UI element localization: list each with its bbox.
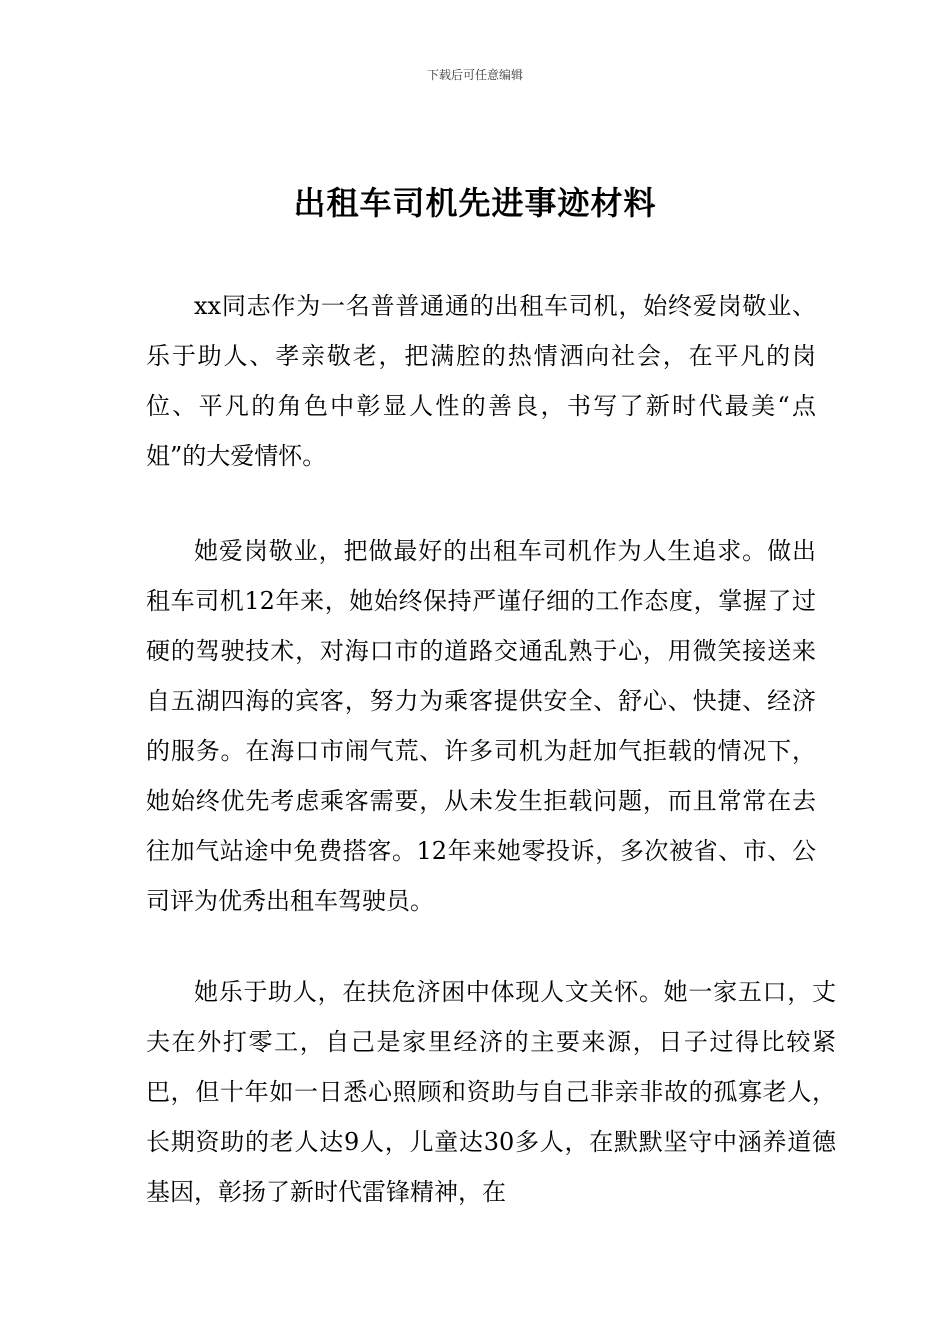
paragraph-2: 她爱岗敬业，把做最好的出租车司机作为人生追求。做出租车司机12年来，她始终保持严谨仔细的工作态度，掌握了过硬的驾驶技术，对海口市的道路交通乱熟于心，用微笑接送来自五湖四海的宾客，努力为乘客提供安全、舒心、快捷、经济的服务。在海口市闹气荒、许多司机为赶加气拒载的情况下，她始终优先考虑乘客需要，从未发生拒载问题，而且常常在去往加气站途中免费搭客。12年来她零投诉，多次被省、市、公司评为优秀出租车驾驶员。 [146,537,816,915]
paragraph-1: xx同志作为一名普普通通的出租车司机，始终爱岗敬业、乐于助人、孝亲敬老，把满腔的热情洒向社会，在平凡的岗位、平凡的角色中彰显人性的善良，书写了新时代最美“点姐”的大爱情怀。 [146,292,816,470]
document-title: 出租车司机先进事迹材料 [293,184,657,222]
paragraph-3: 她乐于助人，在扶危济困中体现人文关怀。她一家五口，丈夫在外打零工，自己是家里经济的主要来源，日子过得比较紧巴，但十年如一日悉心照顾和资助与自己非亲非故的孤寡老人，长期资助的老人达9人，儿童达30多人，在默默坚守中涵养道德基因，彰扬了新时代雷锋精神，在 [146,978,836,1206]
header-note: 下载后可任意编辑 [426,68,523,82]
